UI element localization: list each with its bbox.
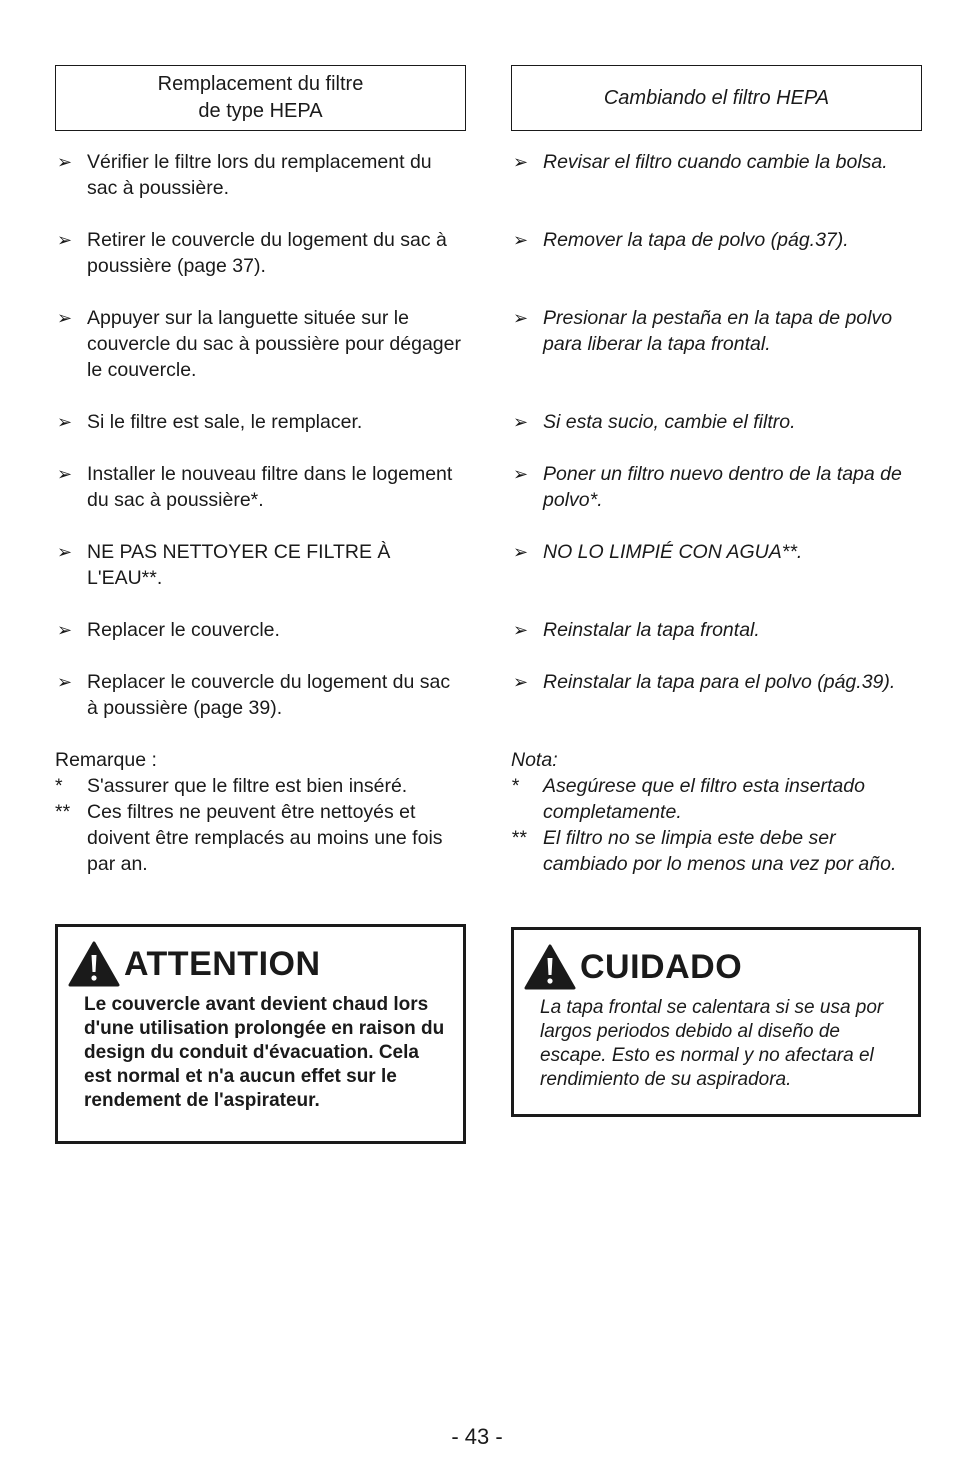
bullet-arrow-icon: ➢ (513, 542, 529, 562)
spanish-step-6: ➢ NO LO LIMPIÉ CON AGUA**. (513, 541, 803, 563)
french-warning-box (55, 924, 466, 1144)
bullet-arrow-icon: ➢ (513, 620, 529, 640)
bullet-arrow-icon: ➢ (57, 230, 73, 250)
spanish-title: Cambiando el filtro HEPA (603, 86, 830, 109)
french-note-2: ** Ces filtres ne peuvent être nettoyés et doivent être remplacés au moins une fois par an. (55, 801, 443, 875)
french-note-title: Remarque : (55, 749, 157, 771)
french-step-4: ➢ Si le filtre est sale, le remplacer. (57, 411, 363, 433)
spanish-step-2: ➢ Remover la tapa de polvo (pág.37). (513, 229, 849, 251)
french-step-8: ➢ Replacer le couvercle du logement du sac à poussière (page 39). (57, 671, 451, 719)
bullet-arrow-icon: ➢ (513, 412, 529, 432)
spanish-step-8: ➢ Reinstalar la tapa para el polvo (pág.39). (513, 671, 896, 693)
bullet-arrow-icon: ➢ (57, 412, 73, 432)
warning-triangle-icon (524, 944, 576, 990)
bullet-arrow-icon: ➢ (513, 308, 529, 328)
french-warning-text: Le couvercle avant devient chaud lors d'une utilisation prolongée en raison du design du conduit d'évacuation. Cela est normal et n'a aucun effet sur le rendement de l'aspirateur. (84, 994, 445, 1111)
bullet-arrow-icon: ➢ (57, 152, 73, 172)
bullet-arrow-icon: ➢ (57, 620, 73, 640)
spanish-warning-box (511, 927, 921, 1117)
page-number: - 43 - (451, 1424, 503, 1449)
french-step-6: ➢ NE PAS NETTOYER CE FILTRE À L'EAU**. (57, 541, 391, 589)
french-step-2: ➢ Retirer le couvercle du logement du sac à poussière (page 37). (57, 229, 447, 277)
bullet-arrow-icon: ➢ (513, 672, 529, 692)
spanish-step-7: ➢ Reinstalar la tapa frontal. (513, 619, 760, 641)
french-title-line2: de type HEPA (198, 100, 323, 122)
french-step-5: ➢ Installer le nouveau filtre dans le logement du sac à poussière*. (57, 463, 453, 511)
spanish-step-5: ➢ Poner un filtro nuevo dentro de la tapa de polvo*. (513, 463, 902, 511)
french-warning-header (68, 937, 451, 991)
warning-triangle-icon (68, 941, 120, 987)
spanish-step-3: ➢ Presionar la pestaña en la tapa de polvo para liberar la tapa frontal. (513, 307, 893, 355)
spanish-step-4: ➢ Si esta sucio, cambie el filtro. (513, 411, 796, 433)
bullet-arrow-icon: ➢ (57, 464, 73, 484)
spanish-column (511, 65, 922, 875)
french-step-7: ➢ Replacer le couvercle. (57, 619, 280, 641)
spanish-section-title (511, 65, 922, 131)
french-step-1: ➢ Vérifier le filtre lors du remplacement du sac à poussière. (57, 151, 432, 199)
spanish-warning-title: CUIDADO (580, 947, 743, 986)
spanish-step-1: ➢ Revisar el filtro cuando cambie la bolsa. (513, 151, 888, 173)
bullet-arrow-icon: ➢ (513, 230, 529, 250)
spanish-note-2: ** El filtro no se limpia este debe ser cambiado por lo menos una vez por año. (511, 827, 897, 875)
french-title-line1: Remplacement du filtre (157, 73, 364, 95)
bullet-arrow-icon: ➢ (57, 672, 73, 692)
french-step-3: ➢ Appuyer sur la languette située sur le couvercle du sac à poussière pour dégager le couvercle. (57, 307, 461, 381)
french-section-title (55, 65, 466, 131)
bullet-arrow-icon: ➢ (57, 542, 73, 562)
bullet-arrow-icon: ➢ (513, 152, 529, 172)
spanish-note (511, 747, 922, 877)
french-column (55, 65, 466, 875)
spanish-note-title: Nota: (511, 749, 558, 771)
french-note (55, 747, 466, 877)
spanish-warning-header (524, 940, 906, 994)
bullet-arrow-icon: ➢ (57, 308, 73, 328)
french-warning-title: ATTENTION (124, 944, 321, 983)
spanish-note-1: * Asegúrese que el filtro esta insertado completamente. (511, 775, 865, 823)
spanish-warning-text: La tapa frontal se calentara si se usa por largos periodos debido al diseño de escape. Esto es normal y no afectara el rendimiento de su aspiradora. (540, 997, 884, 1090)
french-note-1: * S'assurer que le filtre est bien inséré. (55, 775, 408, 797)
bullet-arrow-icon: ➢ (513, 464, 529, 484)
